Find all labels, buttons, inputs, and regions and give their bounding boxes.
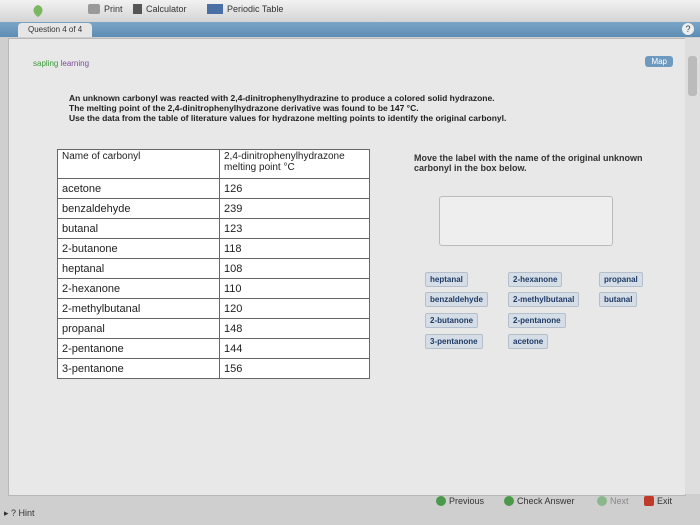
check-answer-button[interactable] [504,496,575,506]
exit-label: Exit [657,496,673,506]
scrollbar-thumb[interactable] [688,56,697,96]
table-row [58,219,370,239]
print-label: Print [104,4,123,14]
answer-drop-box[interactable] [439,196,613,246]
next-label: Next [610,496,629,506]
table-row [58,259,370,279]
melting-point-cell: 120 [220,299,370,319]
column-header-melting-point: 2,4-dinitrophenylhydrazone melting point °C [220,150,370,179]
bottom-nav [0,495,700,525]
draggable-label-heptanal[interactable]: heptanal [425,272,468,287]
draggable-label-3-pentanone[interactable]: 3-pentanone [425,334,483,349]
melting-point-cell: 108 [220,259,370,279]
melting-point-table [57,149,370,379]
draggable-label-2-methylbutanal[interactable]: 2-methylbutanal [508,292,579,307]
draggable-label-benzaldehyde[interactable]: benzaldehyde [425,292,488,307]
hint-icon: ▸ ? [4,508,17,518]
calculator-label: Calculator [146,4,187,14]
melting-point-cell: 144 [220,339,370,359]
prompt-line-3: Use the data from the table of literature values for hydrazone melting points to identify the original carbonyl. [69,113,507,123]
check-icon [504,496,514,506]
table-row [58,199,370,219]
carbonyl-cell: 2-butanone [58,239,220,259]
map-button[interactable]: Map [645,56,673,67]
melting-point-cell: 239 [220,199,370,219]
melting-point-cell: 156 [220,359,370,379]
table-header-row [58,150,370,179]
printer-icon [88,4,100,14]
exit-button[interactable] [644,496,672,506]
table-row [58,339,370,359]
melting-point-cell: 118 [220,239,370,259]
check-answer-label: Check Answer [517,496,575,506]
previous-button[interactable] [436,496,484,506]
carbonyl-cell: 2-hexanone [58,279,220,299]
hint-button[interactable] [4,508,35,519]
help-icon[interactable]: ? [682,23,694,35]
question-counter-tab[interactable]: Question 4 of 4 [18,23,92,37]
carbonyl-cell: heptanal [58,259,220,279]
exit-icon [644,496,654,506]
instruction-text: Move the label with the name of the original unknown carbonyl in the box below. [414,153,643,173]
carbonyl-cell: propanal [58,319,220,339]
draggable-label-2-butanone[interactable]: 2-butanone [425,313,478,328]
question-bar [0,22,700,37]
table-row [58,359,370,379]
print-button[interactable] [88,4,123,14]
periodic-table-label: Periodic Table [227,4,284,14]
melting-point-cell: 126 [220,179,370,199]
melting-point-cell: 110 [220,279,370,299]
table-row [58,239,370,259]
carbonyl-cell: acetone [58,179,220,199]
prompt-line-2: The melting point of the 2,4-dinitrophenylhydrazone derivative was found to be 147 °C. [69,103,419,113]
carbonyl-cell: benzaldehyde [58,199,220,219]
draggable-label-butanal[interactable]: butanal [599,292,637,307]
column-header-carbonyl: Name of carbonyl [58,150,220,179]
previous-label: Previous [449,496,485,506]
table-row [58,179,370,199]
carbonyl-cell: 2-pentanone [58,339,220,359]
question-panel [8,38,686,496]
melting-point-cell: 148 [220,319,370,339]
previous-arrow-icon [436,496,446,506]
next-arrow-icon [597,496,607,506]
carbonyl-cell: 3-pentanone [58,359,220,379]
question-prompt [69,93,669,123]
carbonyl-cell: 2-methylbutanal [58,299,220,319]
draggable-label-propanal[interactable]: propanal [599,272,643,287]
sapling-logo: sapling learning [33,59,90,68]
calculator-button[interactable] [133,4,187,14]
draggable-label-2-hexanone[interactable]: 2-hexanone [508,272,562,287]
table-row [58,299,370,319]
periodic-table-icon [207,4,223,14]
periodic-table-button[interactable] [207,4,283,14]
draggable-label-acetone[interactable]: acetone [508,334,548,349]
carbonyl-cell: butanal [58,219,220,239]
next-button[interactable] [597,496,629,506]
prompt-line-1: An unknown carbonyl was reacted with 2,4-dinitrophenylhydrazine to produce a colored solid hydrazone. [69,93,495,103]
table-row [58,319,370,339]
hint-label: Hint [18,508,35,518]
table-row [58,279,370,299]
melting-point-cell: 123 [220,219,370,239]
sapling-leaf-icon [30,3,46,19]
calculator-icon [133,4,142,14]
vertical-scrollbar[interactable] [685,38,700,494]
draggable-label-2-pentanone[interactable]: 2-pentanone [508,313,566,328]
app-toolbar [0,0,700,23]
